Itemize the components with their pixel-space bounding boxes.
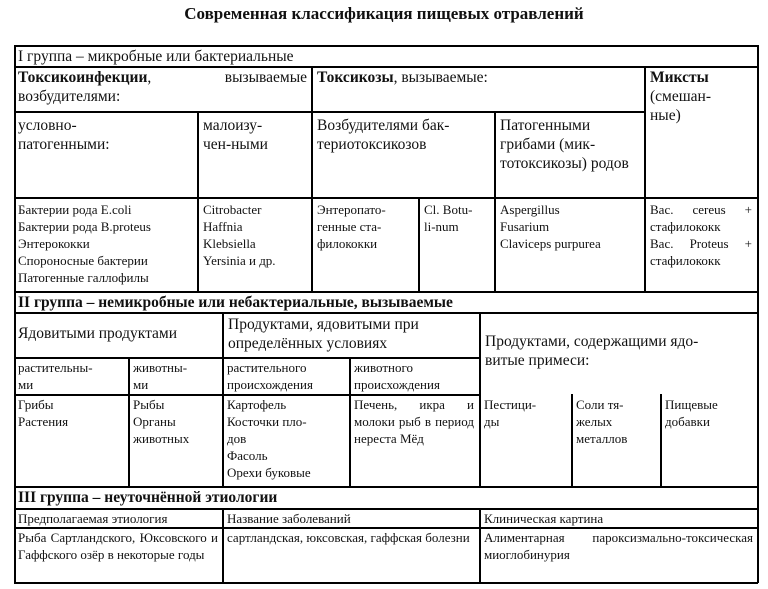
- poisonous-products-header: Ядовитыми продуктами: [18, 325, 178, 342]
- animal-origin-header: животного происхождения: [354, 360, 440, 392]
- group2-heading: II группа – немикробные или небактериальные, вызываемые: [18, 294, 453, 311]
- bacteriotoxicoses-header: Возбудителями бак- териотоксикозов: [317, 117, 450, 153]
- heavy-metals: Соли тя- желых металлов: [576, 397, 628, 446]
- group1-heading: I группа – микробные или бактериальные: [18, 48, 294, 65]
- food-additives: Пищевые добавки: [665, 397, 718, 429]
- animal-origin-examples: Печень, икра и молоки рыб в период нереста Мёд: [354, 397, 474, 446]
- clinical-cell: Алиментарная пароксизмально-токсическая миоглобинурия: [484, 530, 753, 562]
- toxicoinfections-rest: , вызываемые возбудителями:: [18, 69, 307, 105]
- plant-examples: Грибы Растения: [18, 397, 69, 429]
- mixed-rest: (смешан- ные): [650, 88, 712, 124]
- page-title: Современная классификация пищевых отравлений: [184, 4, 584, 23]
- etiology-cell: Рыба Сартландского, Юксовского и Гаффского озёр в некоторые годы: [18, 530, 218, 562]
- cl-botulinum: Cl. Botu- li-num: [424, 202, 473, 234]
- clinical-col-header: Клиническая картина: [484, 511, 604, 526]
- group3-heading: III группа – неуточнённой этиологии: [18, 489, 278, 506]
- mixed-examples: Bac. cereus + стафилококк Bac. Proteus + стафилококк: [650, 202, 752, 268]
- diseases-cell: сартландская, юксовская, гаффская болезни: [227, 530, 470, 545]
- toxicoses-label: Токсикозы: [317, 69, 394, 86]
- pesticides: Пестици- ды: [484, 397, 537, 429]
- plant-origin-examples: Картофель Косточки пло- дов Фасоль Орехи буковые: [227, 397, 311, 480]
- low-pathogenic-examples: Citrobacter Haffnia Klebsiella Yersinia и др.: [203, 202, 276, 268]
- animal-examples: Рыбы Органы животных: [133, 397, 190, 446]
- low-pathogenic-header: малоизу- чен-ными: [203, 117, 268, 153]
- mixed-label: Миксты: [650, 69, 709, 86]
- enteropathogenic-staph: Энтеропато- генные ста- филококки: [317, 202, 386, 251]
- plant-origin-header: растительного происхождения: [227, 360, 313, 392]
- toxicoses-rest: , вызываемые:: [393, 69, 488, 86]
- toxicoses-header: [311, 66, 644, 110]
- fungi-list: Aspergillus Fusarium Claviceps purpurea: [500, 202, 601, 251]
- mycotoxicoses-header: Патогенными грибами (мик- тотоксикозы) родов: [500, 117, 629, 172]
- plant-header: растительны- ми: [18, 360, 93, 392]
- conditional-products-header: Продуктами, ядовитыми при определённых условиях: [228, 316, 419, 352]
- mixed-header: [644, 66, 758, 196]
- cond-pathogenic-header: условно- патогенными:: [18, 117, 110, 153]
- impurities-header: Продуктами, содержащими ядо- витые примеси:: [485, 333, 699, 369]
- etiology-col-header: Предполагаемая этиология: [18, 511, 168, 526]
- cond-pathogenic-examples: Бактерии рода E.coli Бактерии рода B.proteus Энтерококки Спороносные бактерии Патогенные галлофилы: [18, 202, 151, 285]
- toxicoinfections-header: [14, 66, 311, 110]
- animal-header: животны- ми: [133, 360, 188, 392]
- diseases-col-header: Название заболеваний: [227, 511, 351, 526]
- toxicoinfections-label: Токсикоинфекции: [18, 69, 148, 86]
